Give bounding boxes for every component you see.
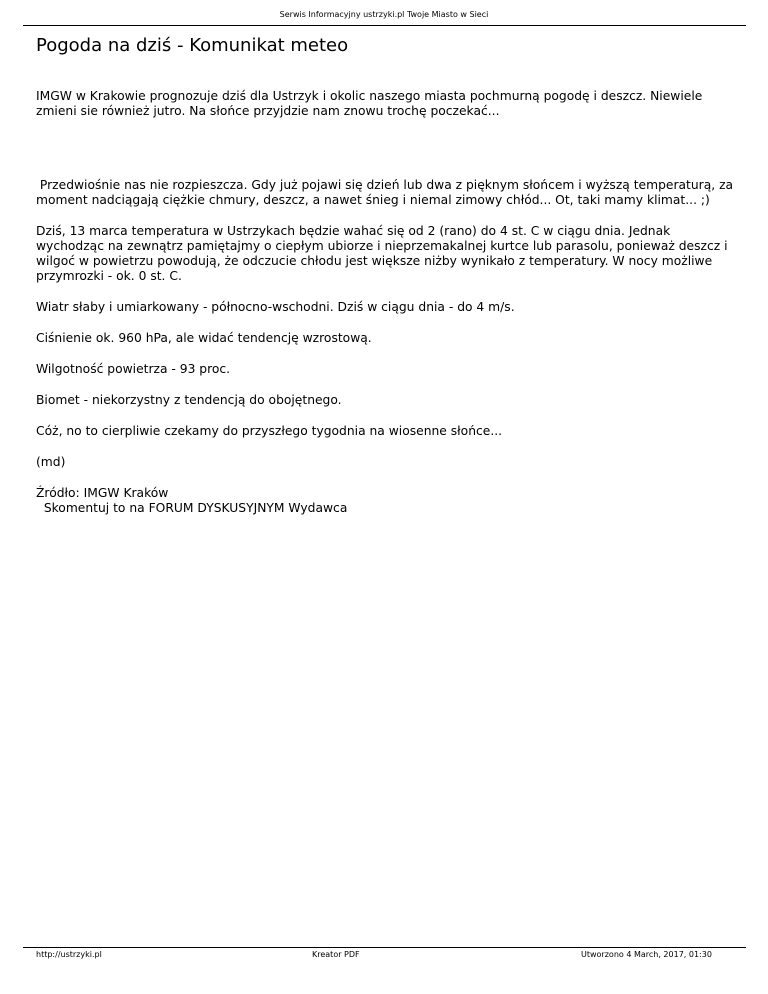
article-body (36, 89, 736, 516)
article-paragraph: Wilgotność powietrza - 93 proc. (36, 362, 231, 376)
article-paragraph: Przedwiośnie nas nie rozpieszcza. Gdy już pojawi się dzień lub dwa z pięknym słońcem i wyższą temperaturą, za moment nadciągają ciężkie chmury, deszcz, a nawet śnieg i niemal zimowy chłód... Ot, taki mamy klimat... ;) (36, 178, 737, 207)
site-header-title: Serwis Informacyjny ustrzyki.pl Twoje Miasto w Sieci (279, 10, 489, 19)
article-source: Źródło: IMGW Kraków (36, 486, 169, 500)
article-paragraph: Biomet - niekorzystny z tendencją do obojętnego. (36, 393, 342, 407)
header-divider (23, 25, 746, 26)
article-intro: IMGW w Krakowie prognozuje dziś dla Ustrzyk i okolic naszego miasta pochmurną pogodę i deszcz. Niewiele zmieni sie również jutro. Na słońce przyjdzie nam znowu trochę poczekać... (36, 89, 703, 118)
page-title: Pogoda na dziś - Komunikat meteo (36, 35, 349, 56)
footer-url[interactable]: http://ustrzyki.pl (36, 950, 102, 959)
footer-generator: Kreator PDF (312, 950, 360, 959)
article-paragraph: Cóż, no to cierpliwie czekamy do przyszłego tygodnia na wiosenne słońce... (36, 424, 503, 438)
footer-divider (23, 947, 746, 948)
article-paragraph: Ciśnienie ok. 960 hPa, ale widać tendencję wzrostową. (36, 331, 372, 345)
forum-comment-link[interactable]: Skomentuj to na FORUM DYSKUSYJNYM Wydawca (36, 501, 348, 515)
article-signature: (md) (36, 455, 66, 469)
article-paragraph: Wiatr słaby i umiarkowany - północno-wschodni. Dziś w ciągu dnia - do 4 m/s. (36, 300, 515, 314)
footer-created-date: Utworzono 4 March, 2017, 01:30 (581, 950, 712, 959)
article-paragraph: Dziś, 13 marca temperatura w Ustrzykach będzie wahać się od 2 (rano) do 4 st. C w ciągu dnia. Jednak wychodząc na zewnątrz pamiętajmy o ciepłym ubiorze i nieprzemakalnej kurtce lub parasolu, ponieważ deszcz i wilgoć w powietrzu powodują, że odczucie chłodu jest większe niżby wynikało z temperatury. W nocy możliwe przymrozki - ok. 0 st. C. (36, 224, 728, 283)
